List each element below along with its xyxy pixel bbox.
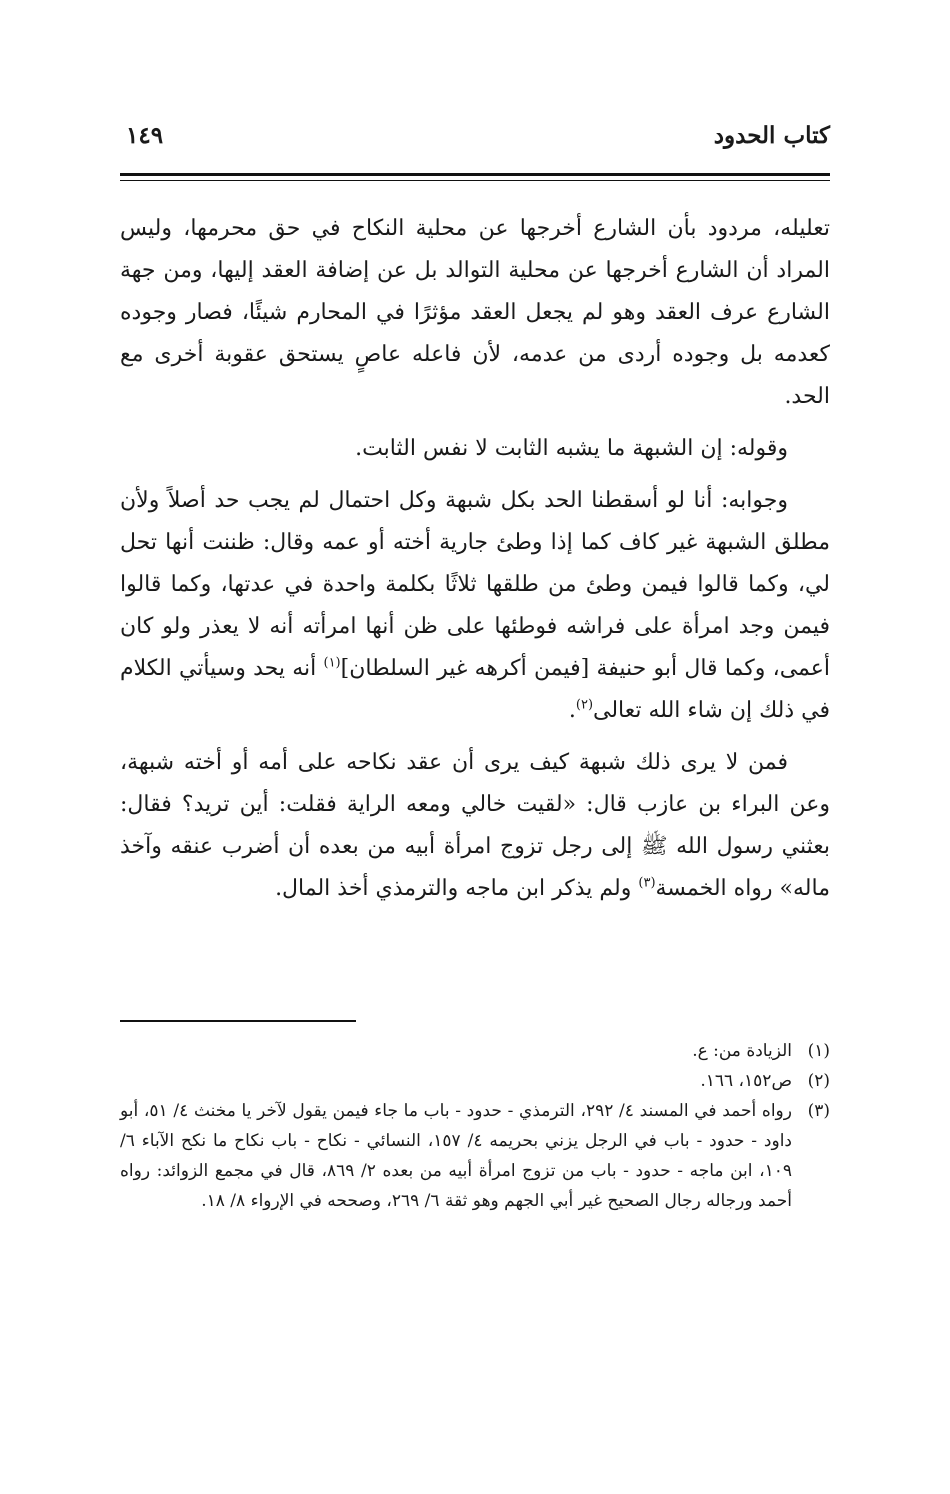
footnote-text: رواه أحمد في المسند ٤/ ٢٩٢، الترمذي - حدود - باب ما جاء فيمن يقول لآخر يا مخنث ٤/ ٥١، أبو داود - حدود - باب في الرجل يزني بحريمه ٤/ ١٥٧، النسائي - نكاح - باب نكاح ما نكح الآباء ٦/ ١٠٩، ابن ماجه - حدود - باب من تزوج امرأة أبيه من بعده ٢/ ٨٦٩، قال في مجمع الزوائد: رواه أحمد ورجاله رجال الصحيح غير أبي الجهم وهو ثقة ٦/ ٢٦٩، وصححه في الإرواء ٨/ ١٨.: [120, 1101, 792, 1211]
footnote-separator: [120, 1020, 356, 1022]
footnote-ref: (١): [323, 655, 341, 671]
main-text: [120, 208, 830, 910]
paragraph-text: أنه يحد وسيأتي الكلام في ذلك إن شاء الله تعالى: [120, 656, 830, 723]
footnotes: [120, 1036, 830, 1216]
footnote-ref: (٣): [638, 875, 656, 891]
header-rule-thick: [120, 173, 830, 176]
footnote-ref: (٢): [575, 697, 594, 713]
paragraph: وقوله: إن الشبهة ما يشبه الثابت لا نفس الثابت.: [355, 436, 788, 461]
paragraph-text: .: [568, 698, 576, 723]
header-rule-thin: [120, 180, 830, 181]
page-number: ١٤٩: [126, 122, 164, 149]
footnote: [120, 1036, 830, 1066]
footnote-number: (٣): [807, 1101, 830, 1121]
paragraph: تعليله، مردود بأن الشارع أخرجها عن محلية النكاح في حق محرمها، وليس المراد أن الشارع أخرجها عن محلية التوالد بل عن إضافة العقد إليها، ومن جهة الشارع عرف العقد وهو لم يجعل العقد مؤثرًا في المحارم شيئًا، فصار وجوده كعدمه بل وجوده أردى من عدمه، لأن فاعله عاصٍ يستحق عقوبة أخرى مع الحد.: [120, 216, 830, 409]
paragraph-text: فمن لا يرى ذلك شبهة كيف يرى أن عقد نكاحه على أمه أو أخته شبهة، وعن البراء بن عازب قال: «لقيت خالي ومعه الراية فقلت: أين تريد؟ فقال: بعثني رسول الله ﷺ إلى رجل تزوج امرأة أبيه من بعده أن أضرب عنقه وآخذ ماله» رواه الخمسة: [120, 750, 830, 901]
paragraph: [120, 480, 830, 732]
footnote-number: (١): [807, 1041, 830, 1061]
footnote-text: ص١٥٢، ١٦٦.: [700, 1071, 792, 1091]
chapter-title: كتاب الحدود: [713, 122, 830, 149]
paragraph-text: وجوابه: أنا لو أسقطنا الحد بكل شبهة وكل احتمال لم يجب حد أصلاً ولأن مطلق الشبهة غير كاف كما إذا وطئ جارية أخته أو عمه وقال: ظننت أنها تحل لي، وكما قالوا فيمن وطئ من طلقها ثلاثًا بكلمة واحدة في عدتها، وكما قالوا فيمن وجد امرأة على فراشه فوطئها على ظن أنها امرأته أنه لا يعذر ولو كان أعمى، وكما قال أبو حنيفة [فيمن أكرهه غير السلطان]: [120, 488, 830, 681]
footnote: [120, 1066, 830, 1096]
footnote: [120, 1096, 830, 1216]
footnote-number: (٢): [807, 1071, 830, 1091]
footnote-text: الزيادة من: ع.: [692, 1041, 792, 1061]
paragraph: [120, 742, 830, 910]
book-page: [120, 0, 830, 1494]
running-header: [120, 120, 830, 164]
paragraph-text: ولم يذكر ابن ماجه والترمذي أخذ المال.: [275, 876, 639, 901]
